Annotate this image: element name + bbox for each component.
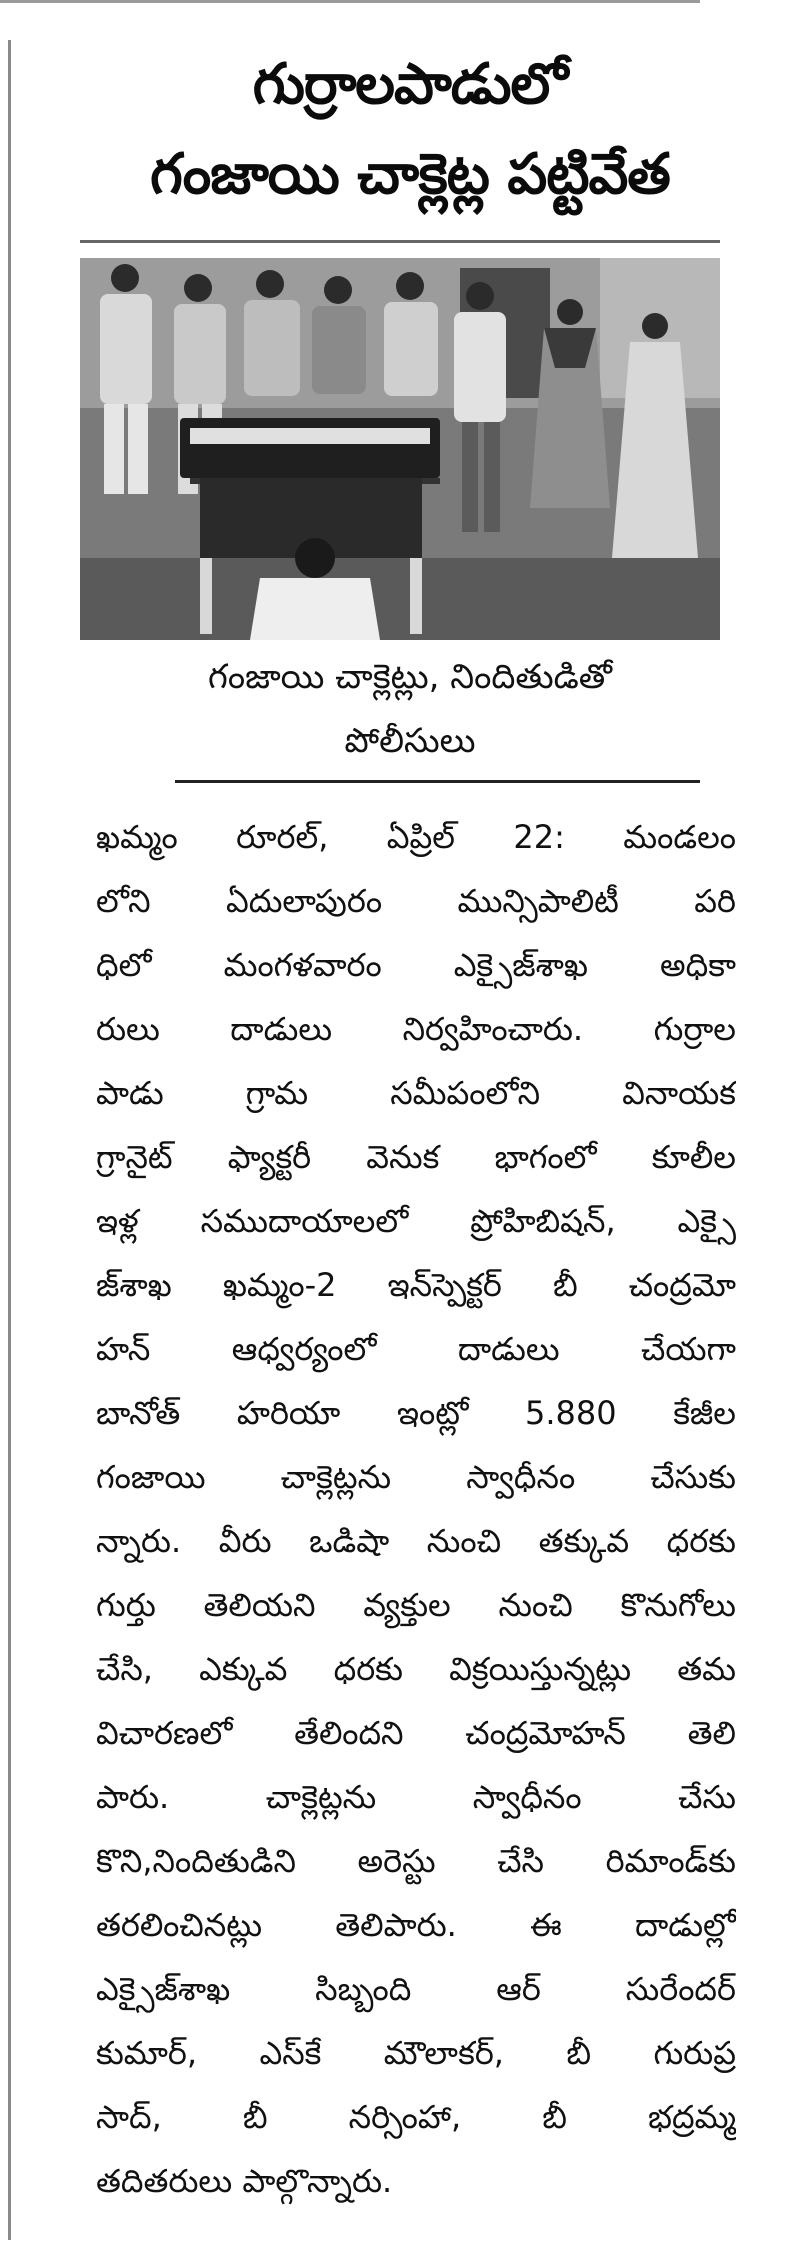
article-line: కుమార్, ఎస్‌కే మౌలాకర్, బీ గురుప్ర [96, 2034, 736, 2072]
caption-line-2: పోలీసులు [344, 721, 476, 761]
article-line: ఖమ్మం రూరల్, ఏప్రిల్ 22: మండలం [96, 818, 736, 856]
article-line: హన్ ఆధ్వర్యంలో దాడులు చేయగా [96, 1330, 736, 1368]
article-line: తదితరులు పాల్గొన్నారు. [96, 2162, 393, 2200]
article-line: ధిలో మంగళవారం ఎక్సైజ్‌శాఖ అధికా [96, 946, 736, 984]
photo-caption [60, 645, 760, 773]
article-line: ఇళ్ల సముదాయాలలో ప్రోహిబిషన్, ఎక్సై [96, 1202, 736, 1240]
column-rule [8, 40, 11, 2240]
top-rule [0, 0, 700, 3]
article-line: కొని,నిందితుడిని అరెస్టు చేసి రిమాండ్‌కు [96, 1842, 736, 1880]
article-line: గ్రానైట్ ఫ్యాక్టరీ వెనుక భాగంలో కూలీల [96, 1138, 736, 1176]
article-line: న్నారు. వీరు ఒడిషా నుంచి తక్కువ ధరకు [96, 1522, 736, 1560]
article-line: ఎక్సైజ్‌శాఖ సిబ్బంది ఆర్ సురేందర్ [96, 1970, 736, 2008]
photo-icon [80, 258, 720, 640]
caption-line-1: గంజాయి చాక్లెట్లు, నిందితుడితో [208, 657, 612, 697]
article-line: రులు దాడులు నిర్వహించారు. గుర్రాల [96, 1010, 736, 1048]
caption-rule [175, 780, 700, 783]
article-line: జ్‌శాఖ ఖమ్మం-2 ఇన్‌స్పెక్టర్ బీ చంద్రమో [96, 1266, 736, 1304]
article-line: చేసి, ఎక్కువ ధరకు విక్రయిస్తున్నట్లు తమ [96, 1650, 736, 1688]
headline [40, 40, 780, 220]
article-line: గంజాయి చాక్లెట్లను స్వాధీనం చేసుకు [96, 1458, 736, 1496]
article-line: సాద్, బీ నర్సింహా, బీ భద్రమ్మ [96, 2098, 736, 2136]
headline-line-2: గంజాయి చాక్లెట్ల పట్టివేత [150, 142, 670, 207]
headline-line-1: గుర్రాలపాడులో [252, 52, 568, 117]
article-line: గుర్తు తెలియని వ్యక్తుల నుంచి కొనుగోలు [96, 1586, 736, 1624]
article-line: విచారణలో తేలిందని చంద్రమోహన్ తెలి [96, 1714, 736, 1752]
article-line: పాడు గ్రామ సమీపంలోని వినాయక [96, 1074, 736, 1112]
article-line: లోని ఏదులాపురం మున్సిపాలిటీ పరి [96, 882, 736, 920]
article-line: పారు. చాక్లెట్లను స్వాధీనం చేసు [96, 1778, 736, 1816]
article-line: తరలించినట్లు తెలిపారు. ఈ దాడుల్లో [96, 1906, 736, 1944]
photo-top-rule [80, 240, 720, 243]
news-photo [80, 258, 720, 640]
article-line: బానోత్ హరియా ఇంట్లో 5.880 కేజీల [96, 1394, 736, 1432]
article-body [96, 805, 736, 2213]
